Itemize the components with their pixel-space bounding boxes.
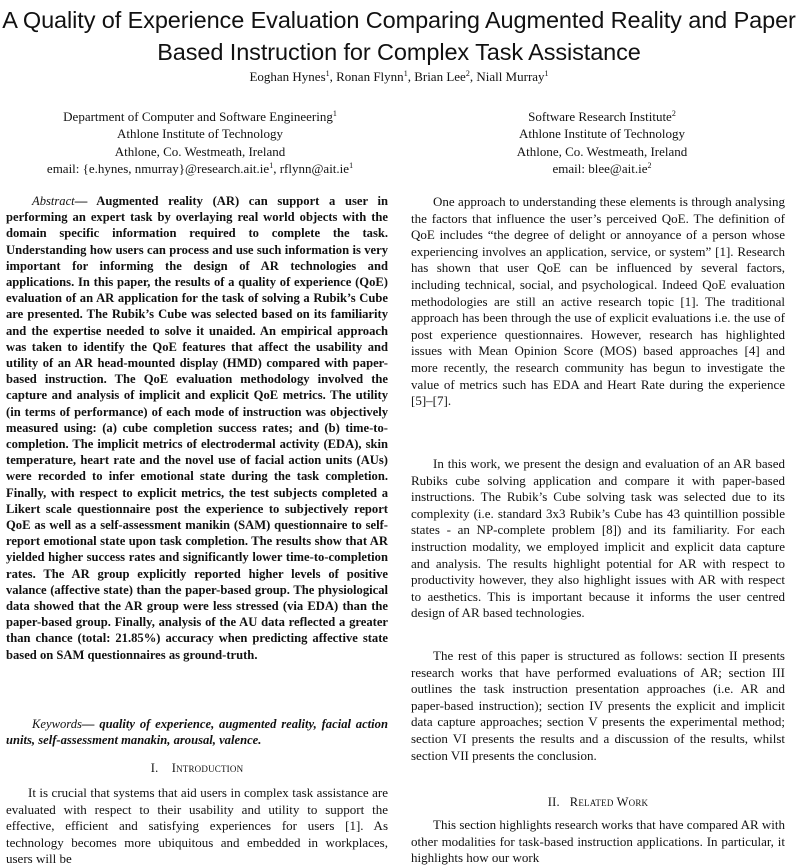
section-title: Related Work xyxy=(569,795,649,809)
section-number: II. xyxy=(547,795,560,809)
paper-title: A Quality of Experience Evaluation Comparing Augmented Reality and Paper Based Instruction for Complex Task Assistance xyxy=(2,7,796,65)
body-paragraph-1: One approach to understanding these elements is through analysing the factors that influence the user’s perceived QoE. The definition of QoE includes “the degree of delight or annoyance of a person whose experiencing involves an application, service, or system” [1]. Research has shown that user QoE can be influenced by several factors, including technical, social, and psychological. Indeed QoE evaluation methodologies are still an active research topic [1]. The traditional approach has been through the use of explicit evaluations i.e. the use of post experience questionnaires. However, research has highlighted issues with Mean Opinion Score (MOS) based approaches [4] and more recently, the research community has begun to investigate the value of metrics such has EDA and Heart Rate during the experience [5]–[7]. xyxy=(411,194,785,409)
keywords-text: — quality of experience, augmented reality, facial action units, self-assessment manakin, arousal, valence. xyxy=(6,717,388,748)
author-affil-mark: 1 xyxy=(403,69,408,78)
affiliation-institute: Athlone Institute of Technology xyxy=(116,126,284,142)
affiliation-location: Athlone, Co. Westmeath, Ireland xyxy=(516,143,688,159)
affil-mark: 2 xyxy=(647,160,652,170)
affiliation-dept: Department of Computer and Software Engineering xyxy=(63,109,333,124)
author-list: Eoghan Hynes$^1$, Ronan Flynn$^1$, Brian Lee$^2$, Niall Murray$^1$ xyxy=(249,69,549,84)
affiliation-email: email: {e.hynes, nmurray}@research.ait.ie xyxy=(46,160,270,176)
author-name: Niall Murray xyxy=(476,69,545,84)
section-heading-related-work xyxy=(411,794,785,810)
abstract-text: — Augmented reality (AR) can support a user in performing an expert task by overlaying real world objects with the domain specific information required to complete the task. Understanding how users can process and use such information is very important for informing the design of AR technologies and applications. In this paper, the results of a quality of experience (QoE) evaluation of an AR application for the task of solving a Rubik’s Cube are presented. The Rubik’s Cube was selected based on its familiarity and the expertise needed to solve it unaided. An empirical approach was taken to identify the QoE features that affect the usability and utility of an AR head-mounted display (HMD) compared with paper-based instruction. The QoE evaluation methodology involved the capture and analysis of implicit and explicit QoE metrics. The utility (in terms of performance) of each mode of instruction was objectively measured using: (a) cube completion success rates; and (b) time-to-completion. The implicit metrics of electrodermal activity (EDA), skin temperature, heart rate and the novel use of facial action units (AUs) were recorded to infer emotional state during the task completion. Finally, with respect to explicit metrics, the test subjects completed a Likert scale questionnaire post the experience to subjectively report QoE as well as a self-assessment manikin (SAM) questionnaire to self-report emotional state upon task completion. The results show that AR yielded higher success rates and significantly lower time-to-completion rates. The AR group explicitly reported higher levels of positive valance (affective state) than the paper-based group. The physiological data showed that the AR group were less stressed (via EDA) than the paper-based group. Finally, analysis of the AU data reflected a greater than chance (total: 21.85%) accuracy when predicting affective state based on SAM questionnaires as ground-truth. xyxy=(6,194,388,662)
author-affil-mark: 2 xyxy=(465,69,470,78)
body-paragraph-2: In this work, we present the design and evaluation of an AR based Rubiks cube solving application and compare it with paper-based instructions. The Rubik’s Cube solving task was selected due to its complexity (i.e. standard 3x3 Rubik’s Cube has 43 quintillion possible states - an NP-complete problem [8]) and its familiarity. For each instruction modality, we employed implicit and explicit data capture and analysis. The results highlight potential for AR with respect to productivity however, they also highlight issues with AR with respect to aesthetics. This is important because it informs the user centred design of AR based technologies. xyxy=(411,456,785,621)
section-title: Introduction xyxy=(171,761,244,775)
affiliation-dept: Software Research Institute xyxy=(528,109,672,124)
author-affil-mark: 1 xyxy=(325,69,330,78)
affiliation-email: email: blee@ait.ie xyxy=(552,160,648,176)
affil-mark: 1 xyxy=(349,160,354,170)
author-name: Eoghan Hynes xyxy=(249,69,326,84)
keywords xyxy=(6,716,388,748)
affiliation-left xyxy=(14,108,386,177)
affiliation-right xyxy=(410,108,794,177)
body-paragraph-3: The rest of this paper is structured as follows: section II presents research works that have performed evaluations of AR; section III outlines the task instruction presentation approaches (i.e. AR and paper-based instruction); section IV presents the explicit and implicit data capture approaches; section V presents the experimental method; section VI presents the results and a discussion of the results, whilst section VII presents the conclusion. xyxy=(411,648,785,763)
section-number: I. xyxy=(150,761,159,775)
affil-mark: 1 xyxy=(269,160,274,170)
related-work-paragraph: This section highlights research works that have compared AR with other modalities for task-based instruction applications. In particular, it highlights how our work xyxy=(411,817,786,866)
affiliation-institute: Athlone Institute of Technology xyxy=(518,126,686,142)
author-affil-mark: 1 xyxy=(544,69,549,78)
affil-mark: 1 xyxy=(332,109,337,118)
affil-mark: 2 xyxy=(671,109,676,118)
abstract xyxy=(6,193,388,663)
affiliation-location: Athlone, Co. Westmeath, Ireland xyxy=(114,143,286,159)
intro-paragraph: It is crucial that systems that aid users in complex task assistance are evaluated with respect to their usability and utility to support the effective, efficient and satisfying experiences for users [1]. As technology becomes more ubiquitous and embedded in workplaces, users will be xyxy=(6,785,388,867)
keywords-label: Keywords xyxy=(32,717,82,731)
affiliation-email-second: , rflynn@ait.ie xyxy=(273,160,350,176)
author-name: Ronan Flynn xyxy=(336,69,404,84)
section-heading-introduction xyxy=(6,760,388,776)
abstract-label: Abstract xyxy=(32,194,75,208)
author-name: Brian Lee xyxy=(414,69,466,84)
